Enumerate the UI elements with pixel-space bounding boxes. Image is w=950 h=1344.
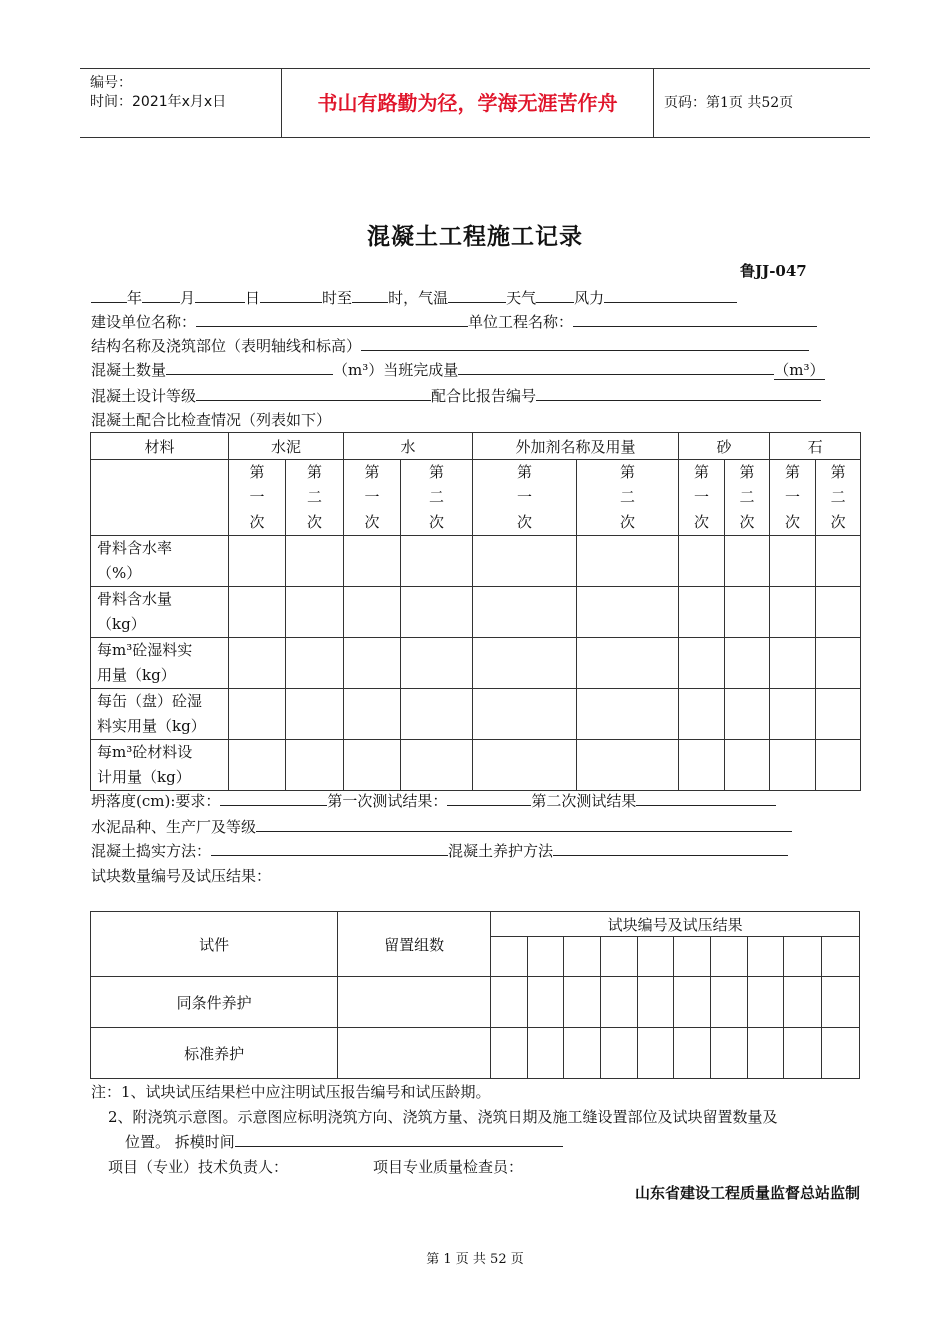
- weather-blank[interactable]: [536, 286, 574, 303]
- specimen-label: 试块数量编号及试压结果：: [91, 867, 272, 885]
- table-row: [91, 740, 861, 791]
- mix-report-label: 配合比报告编号: [431, 387, 537, 405]
- water-second: 第 二 次: [401, 460, 473, 536]
- month-label: 月: [180, 289, 196, 307]
- specimen-table: [90, 911, 860, 1079]
- form-removal-time-blank[interactable]: [235, 1130, 563, 1147]
- row-label: 每m³砼湿料实 用量（kg）: [91, 638, 229, 689]
- cement-second: 第 二 次: [286, 460, 344, 536]
- header-meta: [80, 69, 282, 137]
- mix-table: [90, 432, 861, 791]
- subheader-empty: [91, 460, 229, 536]
- cement-label: 水泥品种、生产厂及等级: [91, 818, 257, 836]
- row-label: 每缶（盘）砼湿 料实用量（kg）: [91, 689, 229, 740]
- time-to-label: 时至: [322, 289, 353, 307]
- builder-blank[interactable]: [196, 310, 468, 327]
- header-water: 水: [344, 433, 473, 460]
- sand-first: 第 一 次: [679, 460, 725, 536]
- time-label: 时间：2021年x月x日: [90, 94, 227, 110]
- month-blank[interactable]: [142, 286, 180, 303]
- tech-lead-label: 项目（专业）技术负责人：: [108, 1158, 289, 1176]
- grade-line: [91, 384, 821, 408]
- note-3: [108, 1155, 523, 1179]
- slump-required-blank[interactable]: [220, 789, 327, 806]
- additive-first: 第 一 次: [473, 460, 577, 536]
- slump-second-label: 第二次测试结果: [531, 792, 637, 810]
- day-blank[interactable]: [195, 286, 245, 303]
- cement-first: 第 一 次: [229, 460, 286, 536]
- cement-blank[interactable]: [256, 815, 792, 832]
- row-label: 标准养护: [91, 1028, 338, 1079]
- builder-line: [91, 310, 817, 334]
- quantity-blank[interactable]: [166, 358, 333, 375]
- structure-line: [91, 334, 809, 358]
- table-row: [91, 977, 860, 1028]
- shift-quantity-label: （m³）当班完成量: [333, 361, 459, 379]
- specimen-col-groups: 留置组数: [338, 912, 491, 977]
- grade-blank[interactable]: [196, 384, 431, 401]
- row-label: 同条件养护: [91, 977, 338, 1028]
- slump-label: 坍落度(cm):要求：: [91, 792, 221, 810]
- unit-m3-label: （m³）: [774, 361, 825, 379]
- specimen-header-row: [91, 912, 860, 937]
- year-blank[interactable]: [91, 286, 127, 303]
- page-header: [80, 68, 870, 138]
- shift-quantity-blank[interactable]: [458, 358, 774, 375]
- temperature-blank[interactable]: [448, 286, 506, 303]
- compact-blank[interactable]: [211, 839, 448, 856]
- note-2b: [125, 1130, 563, 1154]
- compact-line: [91, 839, 788, 863]
- page-footer: 第 1 页 共 52 页: [426, 1252, 524, 1267]
- mix-check-label: 混凝土配合比检查情况（列表如下）: [91, 411, 332, 429]
- header-motto: 书山有路勤为径，学海无涯苦作舟: [282, 69, 654, 137]
- mix-header-row: [91, 433, 861, 460]
- sand-second: 第 二 次: [725, 460, 770, 536]
- stone-second: 第 二 次: [816, 460, 861, 536]
- header-cement: 水泥: [229, 433, 344, 460]
- table-row: [91, 587, 861, 638]
- additive-second: 第 二 次: [577, 460, 679, 536]
- end-hour-blank[interactable]: [352, 286, 388, 303]
- temperature-label: 时，气温: [388, 289, 449, 307]
- quantity-label: 混凝土数量: [91, 361, 167, 379]
- structure-blank[interactable]: [361, 334, 809, 351]
- wind-label: 风力: [574, 289, 605, 307]
- page-title: 混凝土工程施工记录: [367, 223, 583, 250]
- slump-first-blank[interactable]: [447, 789, 531, 806]
- cure-label: 混凝土养护方法: [448, 842, 554, 860]
- slump-first-label: 第一次测试结果：: [327, 792, 448, 810]
- table-row: [91, 1028, 860, 1079]
- slump-second-blank[interactable]: [636, 789, 776, 806]
- note-2b-label: 位置。 拆模时间: [125, 1133, 235, 1151]
- cure-blank[interactable]: [553, 839, 788, 856]
- note-1: 注：1、试块试压结果栏中应注明试压报告编号和试压龄期。: [91, 1083, 491, 1101]
- quality-inspector-label: 项目专业质量检查员：: [373, 1158, 524, 1176]
- start-hour-blank[interactable]: [260, 286, 322, 303]
- header-material: 材料: [91, 433, 229, 460]
- date-weather-line: [91, 286, 737, 310]
- compact-label: 混凝土捣实方法：: [91, 842, 212, 860]
- day-label: 日: [245, 289, 261, 307]
- structure-label: 结构名称及浇筑部位（表明轴线和标高）: [91, 337, 362, 355]
- project-label: 单位工程名称：: [468, 313, 574, 331]
- mix-subheader-row: [91, 460, 861, 536]
- specimen-col-item: 试件: [91, 912, 338, 977]
- note-2: 2、附浇筑示意图。示意图应标明浇筑方向、浇筑方量、浇筑日期及施工缝设置部位及试块留置数量及: [108, 1108, 778, 1126]
- header-stone: 石: [770, 433, 861, 460]
- slump-line: [91, 789, 776, 813]
- table-row: [91, 638, 861, 689]
- supervisor-label: 山东省建设工程质量监督总站监制: [634, 1184, 860, 1202]
- builder-label: 建设单位名称：: [91, 313, 197, 331]
- cement-line: [91, 815, 792, 839]
- project-blank[interactable]: [573, 310, 817, 327]
- stone-first: 第 一 次: [770, 460, 816, 536]
- code-label: 编号：: [90, 75, 132, 91]
- form-code: 鲁JJ-047: [740, 262, 807, 280]
- weather-label: 天气: [506, 289, 537, 307]
- row-label: 骨料含水率 （%）: [91, 536, 229, 587]
- row-label: 骨料含水量 （kg）: [91, 587, 229, 638]
- wind-blank[interactable]: [604, 286, 737, 303]
- header-additive: 外加剂名称及用量: [473, 433, 679, 460]
- grade-label: 混凝土设计等级: [91, 387, 197, 405]
- specimen-col-results: 试块编号及试压结果: [491, 912, 860, 937]
- table-row: [91, 536, 861, 587]
- quantity-line: [91, 358, 825, 382]
- header-sand: 砂: [679, 433, 770, 460]
- header-page-info: 页码：第1页 共52页: [664, 95, 794, 111]
- table-row: [91, 689, 861, 740]
- water-first: 第 一 次: [344, 460, 401, 536]
- row-label: 每m³砼材料设 计用量（kg）: [91, 740, 229, 791]
- year-label: 年: [127, 289, 143, 307]
- mix-report-blank[interactable]: [536, 384, 821, 401]
